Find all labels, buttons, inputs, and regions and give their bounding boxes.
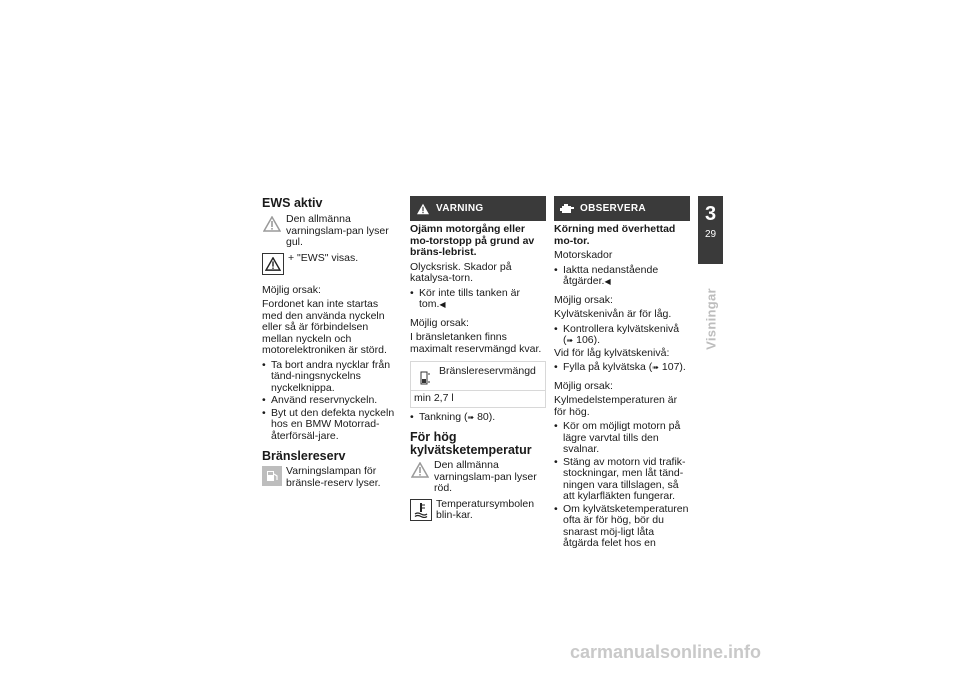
- cause-text: Kylvätskenivån är för låg.: [554, 308, 672, 320]
- heading-fuel-reserve: Bränslereserv: [262, 449, 346, 463]
- warning-bullets: [410, 288, 546, 311]
- warning-triangle-icon: [410, 203, 436, 215]
- note-banner: [554, 196, 690, 221]
- temp-symbol-row: [410, 499, 546, 522]
- red-light-text: Den allmänna varningslam-pan lyser röd.: [434, 459, 537, 494]
- list-item-text: Fylla på kylvätska (: [563, 361, 653, 373]
- refuel-bullets: [410, 412, 546, 424]
- section-side-label: [702, 274, 720, 364]
- list-item: • Använd reservnyckeln.: [262, 395, 398, 407]
- fuel-light-text: Varningslampan för bränsle-reserv lyser.: [286, 465, 381, 489]
- warning-triangle-icon: [262, 214, 282, 234]
- page-number: 29: [704, 229, 717, 240]
- banner-label: OBSERVERA: [580, 202, 646, 214]
- list-item-text: Kontrollera kylvätskenivå: [563, 322, 680, 335]
- list-item: • Kör om möjligt motorn på lägre varvtal tills den svalnar.: [554, 421, 690, 456]
- fuel-pump-icon: [262, 466, 282, 486]
- cause-label: Möjlig orsak:: [554, 293, 613, 306]
- page-arrow-icon: ➠: [467, 412, 475, 422]
- cause-text: I bränsletanken finns maximalt reservmängd kvar.: [410, 331, 542, 355]
- cause-label: Möjlig orsak:: [262, 283, 321, 296]
- chapter-number: 3: [704, 203, 717, 225]
- page-arrow-icon: ➠: [566, 336, 574, 345]
- cause-label: Möjlig orsak:: [410, 316, 469, 329]
- page-ref[interactable]: 106).: [576, 334, 601, 346]
- fuel-gauge-icon: [415, 368, 435, 388]
- cause-text: Kylmedelstemperaturen är för hög.: [554, 394, 678, 418]
- heading-ews-active: EWS aktiv: [262, 196, 323, 210]
- refill-bullets: [554, 362, 690, 374]
- section-title: Visningar: [703, 288, 719, 350]
- thermometer-icon: [410, 499, 432, 521]
- warning-triangle-icon: [410, 460, 430, 480]
- overheat-bullets: [554, 421, 690, 550]
- end-mark-icon: ◀: [604, 277, 611, 286]
- fuel-light-row: [262, 466, 398, 489]
- low-level-text: Vid för låg kylvätskenivå:: [554, 346, 670, 359]
- list-item: • Om kylvätsketemperaturen ofta är för hög, bör du snarast möj-ligt låta åtgärda felet hos en: [554, 504, 690, 550]
- note-title: Körning med överhettad mo-tor.: [554, 223, 676, 247]
- column-note: [554, 196, 690, 551]
- page-ref[interactable]: 80).: [477, 410, 496, 423]
- note-subtitle: Motorskador: [554, 249, 613, 261]
- list-item-text: Iaktta nedanstående åtgärder.: [563, 263, 659, 287]
- end-mark-icon: ◀: [439, 300, 446, 309]
- cause-text: Fordonet kan inte startas med den använda nyckeln eller så är förbindelsen mellan nyckeln och motorelektroniken är störd.: [262, 298, 387, 356]
- warning-triangle-icon: [262, 253, 284, 275]
- list-item: [554, 362, 690, 374]
- list-item: • Byt ut den defekta nyckeln hos en BMW Motorrad-återförsäl-jare.: [262, 408, 398, 443]
- heading-coolant-temp: För hög kylvätsketemperatur: [410, 430, 532, 457]
- banner-label: VARNING: [436, 202, 484, 214]
- list-item: [554, 265, 690, 288]
- list-item-text: Tankning (: [419, 410, 468, 423]
- coolant-level-bullets: [554, 324, 690, 347]
- column-warning-coolant: [410, 196, 546, 526]
- ews-bullets: [262, 360, 398, 443]
- chapter-tab: [698, 196, 723, 264]
- engine-icon: [554, 203, 580, 215]
- fuel-reserve-box: [410, 361, 546, 408]
- cause-label: Möjlig orsak:: [554, 379, 613, 392]
- page-ref[interactable]: 107).: [661, 361, 686, 373]
- list-item: • Stäng av motorn vid trafik-stockningar, men låt tänd-ningen vara tillslagen, så att kylarfläkten fungerar.: [554, 457, 690, 503]
- warning-text: Olycksrisk. Skador på katalysa-torn.: [410, 260, 512, 284]
- warning-title: Ojämn motorgång eller mo-torstopp på grund av bräns-lebrist.: [410, 223, 535, 258]
- list-item: • Kontrollera kylvätskenivå (➠ 106).: [554, 324, 690, 347]
- ews-row: [262, 253, 398, 275]
- list-item: [410, 412, 546, 424]
- watermark: carmanualsonline.info: [570, 642, 762, 662]
- warning-light-text: Den allmänna varningslam-pan lyser gul.: [286, 213, 389, 248]
- fuel-reserve-label: Bränslereservmängd: [439, 365, 536, 377]
- red-light-row: [410, 460, 546, 495]
- warning-banner: [410, 196, 546, 221]
- fuel-reserve-value: min 2,7 l: [411, 390, 545, 407]
- page-arrow-icon: ➠: [652, 363, 659, 372]
- ews-display-text: + "EWS" visas.: [288, 251, 359, 264]
- list-item: [410, 288, 546, 311]
- list-item-text: Kör inte tills tanken är tom.: [419, 286, 520, 310]
- temp-symbol-text: Temperatursymbolen blin-kar.: [436, 497, 535, 521]
- warning-light-row: [262, 214, 398, 249]
- list-item: • Ta bort andra nycklar från tänd-ningsnyckelns nyckelknippa.: [262, 360, 398, 395]
- column-ews-fuel: [262, 196, 398, 493]
- note-bullets: [554, 265, 690, 288]
